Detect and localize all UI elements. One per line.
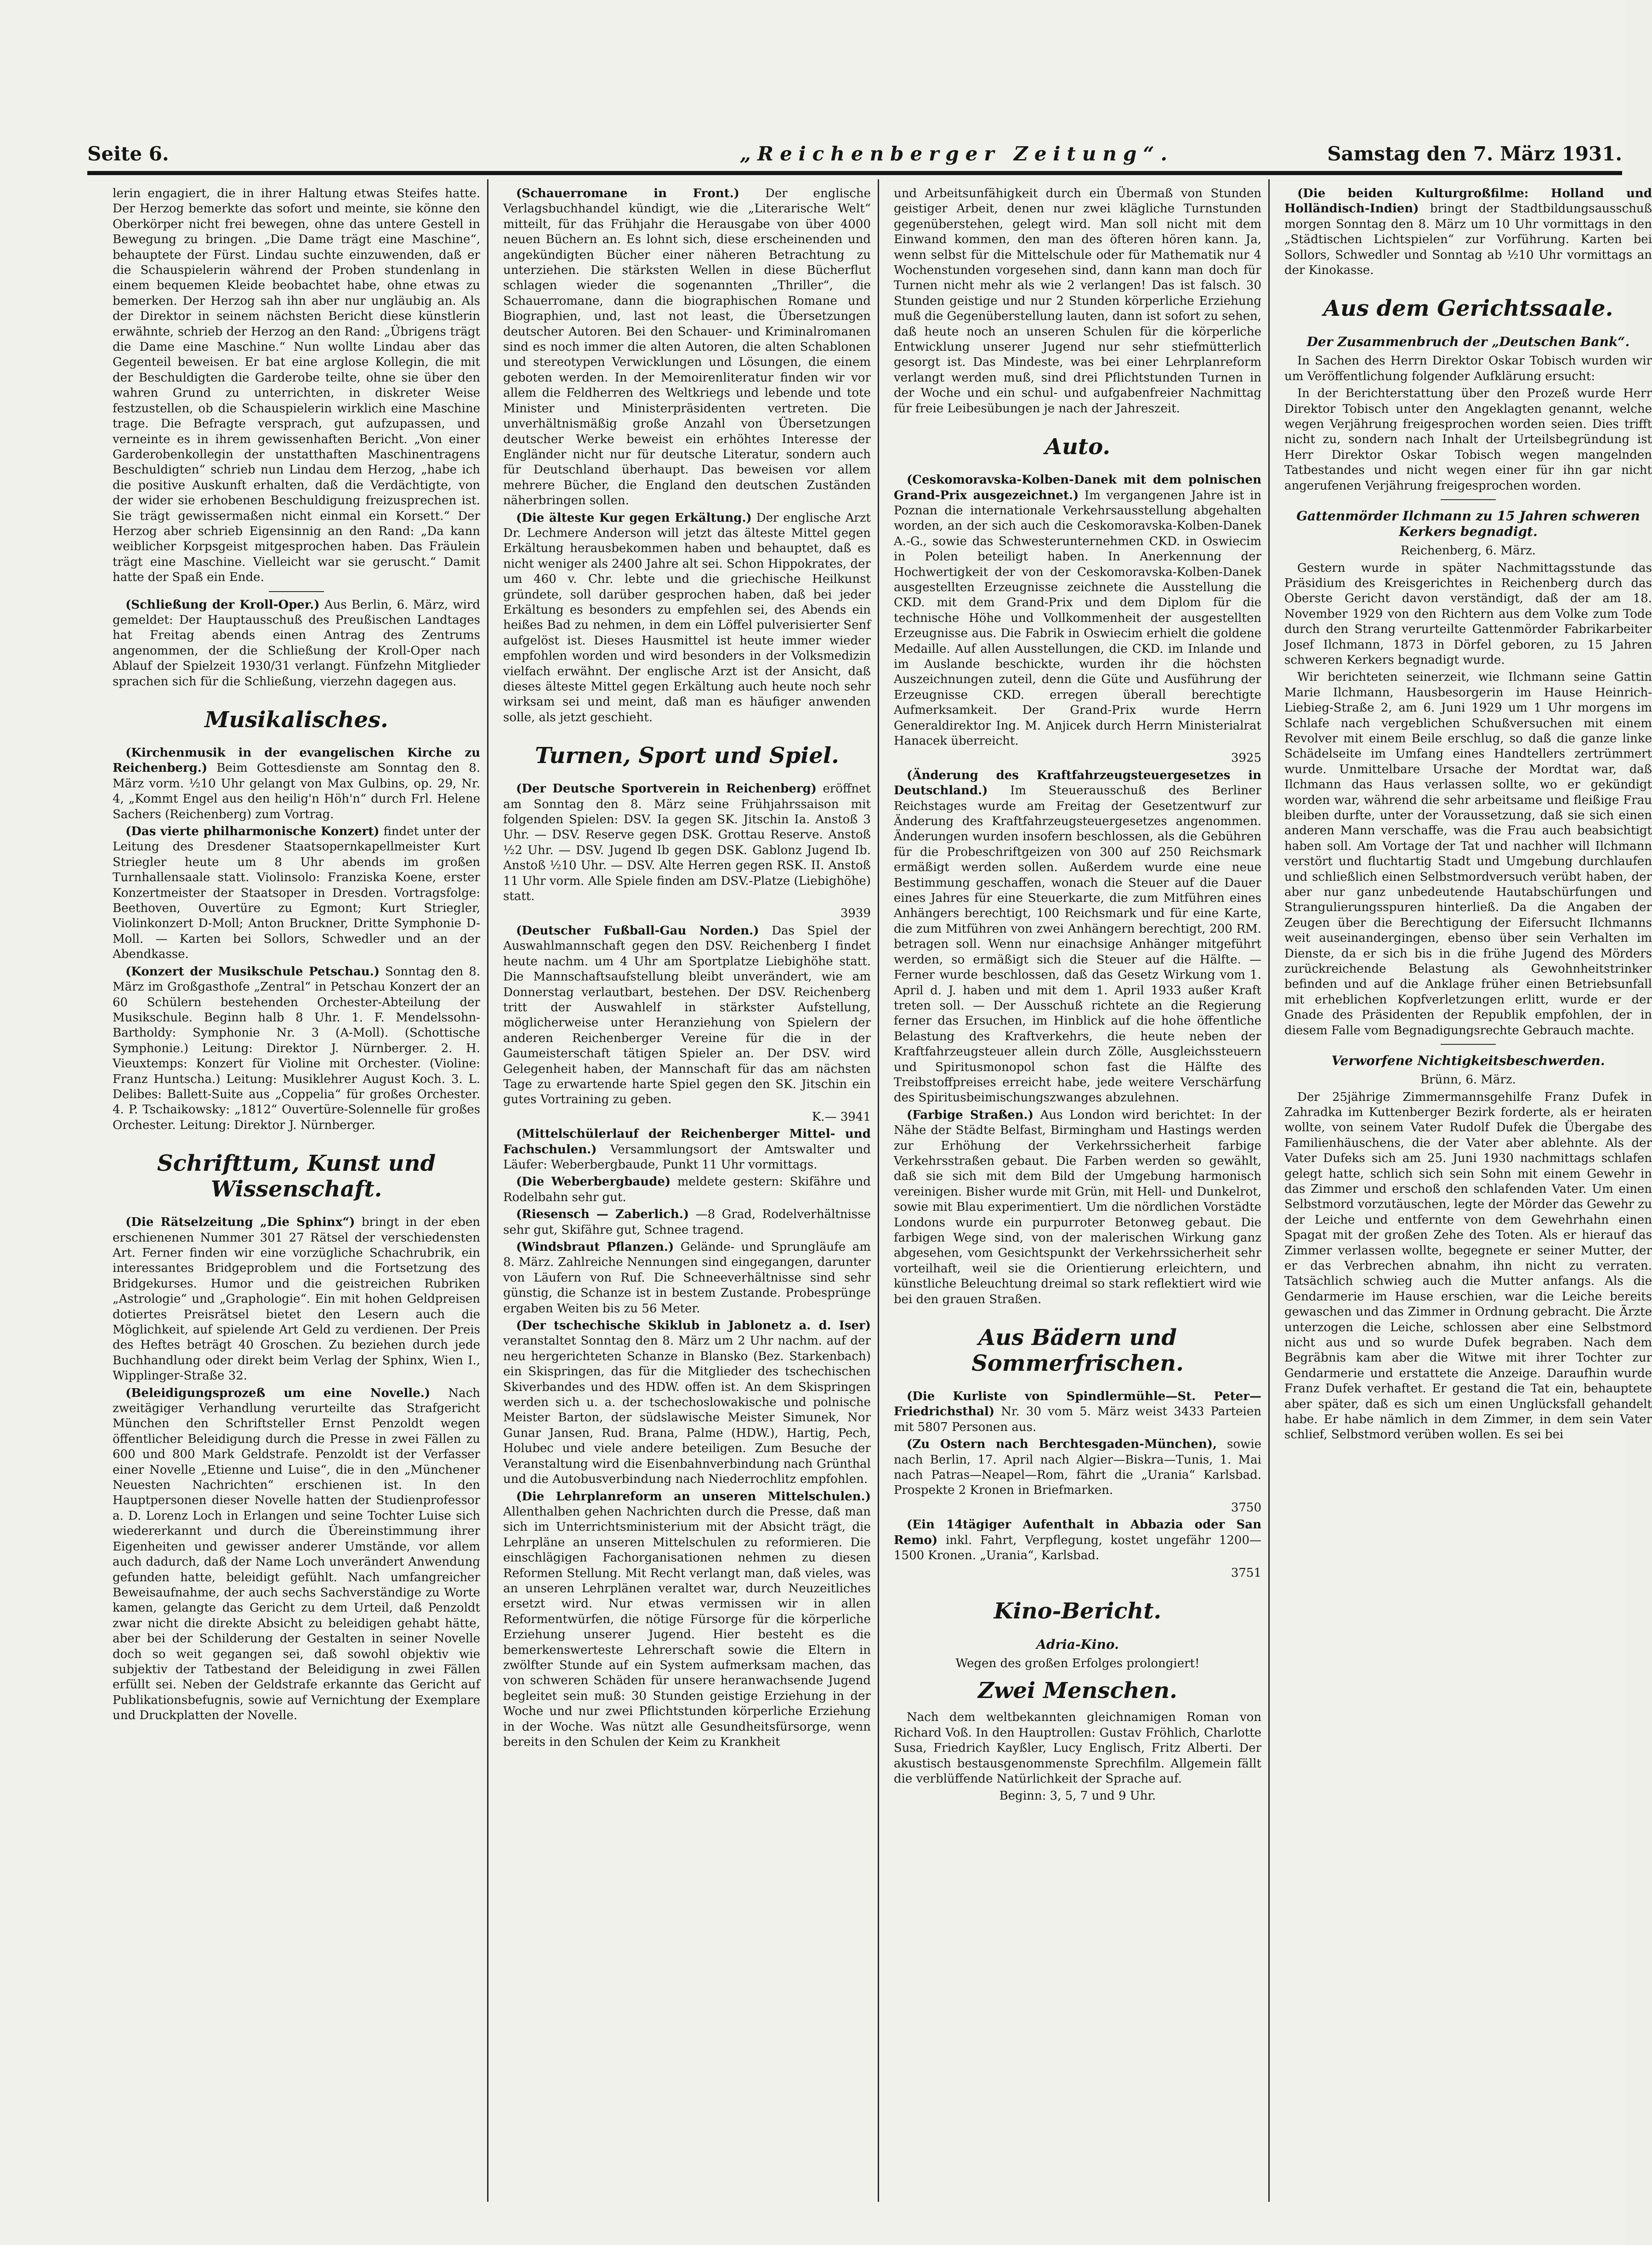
article-ref: 3751 — [1231, 1566, 1261, 1580]
article-text: lerin engagiert, die in ihrer Haltung etwas Steifes hatte. Der Herzog bemerkte das sofort und meinte, sie könne den Oberkörper nicht frei bewegen, ohne das untere Gestell in Bewegung zu bringen. „Die Dame trägt eine Maschine“, behauptete der Fürst. Lindau suchte einzuwenden, daß er die Schauspielerin während der Proben stundenlang in einem bequemen Kleide beobachtet habe, ohne etwas zu bemerken. Der Herzog sah ihn aber nur ungläubig an. Als der Direktor in seinem nächsten Bericht diese künstlerin erwähnte, schrieb der Herzog an den Rand: „Übrigens trägt die Dame eine Maschine.“ Nun wollte Lindau aber das Gegenteil beweisen. Er bat eine arglose Kollegin, die mit der Beschuldigten die Garderobe teilte, ohne sie über den wahren Grund zu unterrichten, in diskreter Weise festzustellen, ob die Schauspielerin wirklich eine Maschine trage. Die Befragte versprach, gut aufzupassen, und verneinte es in ihrem gewissenhaften Bericht. „Von einer Garderobenkollegin der unstatthaften Maschinentragens Beschuldigten“ schrieb nun Lindau dem Herzog, „habe ich die positive Auskunft erhalten, daß die Verdächtigte, von der wider sie erhobenen Beschuldigung freizusprechen ist. Sie trägt gewissermaßen nicht einmal ein Korsett.“ Der Herzog aber schrieb Eigensinnig an den Rand: „Da kann weiblicher Korpsgeist mitgesprochen haben. Das Fräulein trägt eine Maschine. Vielleicht war sie geruscht.“ Damit hatte der Spaß ein Ende. — [113, 187, 480, 585]
show-times: Beginn: 3, 5, 7 und 9 Uhr. — [999, 1789, 1156, 1803]
film-title: Zwei Menschen. — [978, 1678, 1177, 1704]
article-text: (Windsbraut Pflanzen.) Gelände- und Sprungläufe am 8. März. Zahlreiche Nennungen sind eingegangen, darunter von Läufern von Ruf. Die Schneeverhältnisse sind sehr günstig, die Schanze ist in bestem Zustande. Probesprünge ergaben Weiten bis zu 56 Meter. — [503, 1240, 871, 1316]
header-rule — [87, 171, 1622, 175]
section-heading: Auto. — [1045, 434, 1111, 460]
article-text: (Die Kurliste von Spindlermühle—St. Peter—Friedrichsthal) Nr. 30 vom 5. März weist 3433 Parteien mit 5807 Personen aus. — [894, 1390, 1261, 1434]
article-ref: 3750 — [1231, 1500, 1261, 1515]
section-heading: Musikalisches. — [204, 707, 388, 733]
article-text: (Kirchenmusik in der evangelischen Kirche zu Reichenberg.) Beim Gottesdienste am Sonntag den 8. März vorm. ½10 Uhr gelangt von Max Gulbins, op. 29, Nr. 4, „Kommt Engel aus den heilig'n Höh'n“ durch Frl. Helene Sachers (Reichenberg) zum Vortrag. — [113, 746, 480, 821]
section-heading: Schrifttum, Kunst und Wissenschaft. — [157, 1151, 436, 1202]
article-text: (Die Weberbergbaude) meldete gestern: Skifähre und Rodelbahn sehr gut. — [503, 1175, 871, 1204]
article-text: (Zu Ostern nach Berchtesgaden-München), sowie nach Berlin, 17. April nach Algier—Biskra—Tunis, 1. Mai nach Patras—Neapel—Rom, fährt die „Urania“ Karlsbad. Prospekte 2 Kronen in Briefmarken. — [894, 1437, 1261, 1498]
article-ref: K.— 3941 — [812, 1110, 871, 1124]
article-text: (Die älteste Kur gegen Erkältung.) Der englische Arzt Dr. Lechmere Anderson will jetzt das älteste Mittel gegen Erkältung herausbekommen haben und behauptet, daß es nicht weniger als 2400 Jahre alt sei. Schon Hippokrates, der um 460 v. Chr. lebte und die griechische Heilkunst gründete, soll darüber gesprochen haben, daß bei jeder Erkältung es besonders zu empfehlen sei, des Abends ein heißes Bad zu nehmen, in dem ein Löffel pulverisierter Senf aufgelöst ist. Dieses Hausmittel ist heute immer wieder empfohlen worden und wird besonders in der Volksmedizin vielfach erwähnt. Der englische Arzt ist der Ansicht, daß dieses älteste Mittel gegen Erkältung auch heute noch sehr wirksam sei und meint, daß man es häufiger anwenden solle, als jetzt geschieht. — [503, 511, 871, 724]
article-text: (Der tschechische Skiklub in Jablonetz a. d. Iser) veranstaltet Sonntag den 8. März um 2 Uhr nachm. auf der neu hergerichteten Schanze in Blansko (Bez. Starkenbach) ein Skispringen, das für die Mitglieder des tschechischen Skiverbandes und des HDW. offen ist. An dem Skispringen werden sich u. a. der tschechoslowakische und polnische Meister Barton, der südslawische Meister Simunek, Nor Gunar Jansen, Rud. Brana, Palme (HDW.), Hartig, Pech, Holubec und viele andere beteiligen. Zum Besuche der Veranstaltung wird die Eisenbahnverbindung nach Grünthal und die Autobusverbindung nach Niederrochlitz empfohlen. — [503, 1319, 871, 1487]
separator — [1441, 1044, 1496, 1045]
article-heading: Verworfene Nichtigkeitsbeschwerden. — [1331, 1053, 1605, 1069]
article-text: In Sachen des Herrn Direktor Oskar Tobisch wurden wir um Veröffentlichung folgender Aufklärung ersucht: — [1284, 354, 1652, 383]
article-text: (Farbige Straßen.) Aus London wird berichtet: In der Nähe der Städte Belfast, Birmingham und Hastings werden zur Erhöhung der Verkehrssicherheit farbige Verkehrsstraßen gebaut. Die Farben werden so gewählt, daß sie sich mit dem Bild der Umgebung harmonisch vereinigen. Bisher wurde mit Grün, mit Hell- und Dunkelrot, sowie mit Blau experimentiert. Um die nördlichen Vorstädte Londons wurde ein purpurroter Betonweg gebaut. Die farbigen Wege sind, von der malerischen Wirkung ganz abgesehen, vom Gesichtspunkt der Verkehrssicherheit sehr vorteilhaft, weil sie die Orientierung erleichtern, und künstliche Beleuchtung dreimal so stark reflektiert wird wie bei den grauen Straßen. — [894, 1108, 1261, 1306]
article-text: (Der Deutsche Sportverein in Reichenberg) eröffnet am Sonntag den 8. März seine Frühjahrssaison mit folgenden Spielen: DSV. Ia gegen SK. Jitschin Ia. Anstoß 3 Uhr. — DSV. Reserve gegen DSK. Grottau Reserve. Anstoß ½2 Uhr. — DSV. Jugend Ib gegen DSK. Gablonz Jugend Ib. Anstoß ½10 Uhr. — DSV. Alte Herren gegen RSK. II. Anstoß 11 Uhr vorm. Alle Spiele finden am DSV.-Platze (Liebighöhe) statt. — [503, 782, 871, 904]
section-heading: Aus dem Gerichtssaale. — [1323, 296, 1613, 322]
section-heading: Turnen, Sport und Spiel. — [535, 743, 839, 769]
separator — [1441, 499, 1496, 500]
column-divider — [1268, 179, 1270, 2202]
section-heading: Aus Bädern und Sommerfrischen. — [971, 1325, 1184, 1377]
page-header — [87, 138, 1627, 170]
article-text: (Die beiden Kulturgroßfilme: Holland und Holländisch-Indien) bringt der Stadtbildungsausschuß morgen Sonntag den 8. März um 10 Uhr vormittags in den „Städtischen Lichtspielen“ zur Vorführung. Karten bei Sollors, Schwedler und Sonntag ab ½10 Uhr vormittags an der Kinokasse. — [1284, 187, 1652, 278]
article-text: und Arbeitsunfähigkeit durch ein Übermaß von Stunden geistiger Arbeit, denen nur zwei klägliche Turnstunden gegenüberstehen, gelegt wird. Man soll nicht mit dem Einwand kommen, den man des öfteren hören kann. Ja, wenn selbst für die Mittelschule oder für Mathematik nur 4 Wochenstunden vorgesehen sind, dann kann man doch für Turnen nicht mehr als wie 2 verlangen! Das ist falsch. 30 Stunden geistige und nur 2 Stunden körperliche Erziehung muß die Gegenüberstellung lauten, dann ist sofort zu sehen, daß heute noch an unseren Schulen für die körperliche Entwicklung unserer Jugend nur sehr stiefmütterlich gesorgt ist. Das Mindeste, was bei einer Lehrplanreform verlangt werden muß, sind drei Pflichtstunden Turnen in der Woche und ein schul- und aufgabenfreier Nachmittag für freie Leibesübungen je nach der Jahreszeit. — [894, 187, 1261, 416]
article-text: Gestern wurde in später Nachmittagsstunde das Präsidium des Kreisgerichtes in Reichenberg durch das Oberste Gericht davon verständigt, daß der am 18. November 1929 von den Richtern aus dem Volke zum Tode durch den Strang verurteilte Gattenmörder Fabrikarbeiter Josef Ilchmann, 1873 in Dörfel geboren, zu 15 Jahren schweren Kerkers begnadigt wurde. — [1284, 561, 1652, 667]
article-text: (Riesensch — Zaberlich.) —8 Grad, Rodelverhältnisse sehr gut, Skifähre gut, Schnee tragend. — [503, 1208, 871, 1237]
column-2 — [503, 186, 871, 2177]
article-heading: Gattenmörder Ilchmann zu 15 Jahren schweren Kerkers begnadigt. — [1296, 508, 1640, 540]
article-text: (Das vierte philharmonische Konzert) findet unter der Leitung des Dresdener Staatsopernkapellmeister Kurt Striegler heute um 8 Uhr abends im großen Turnhallensaale statt. Violinsolo: Franziska Koene, erster Konzertmeister der Staatsoper in Dresden. Vortragsfolge: Beethoven, Ouvertüre zu Egmont; Kurt Striegler, Violinkonzert D-Moll; Anton Bruckner, Dritte Symphonie D-Moll. — Karten bei Sollors, Schwedler und an der Abendkasse. — [113, 825, 481, 962]
article-text: Der 25jährige Zimmermannsgehilfe Franz Dufek in Zahradka im Kuttenberger Bezirk forderte, als er heiraten wollte, von seinem Vater Rudolf Dufek die Übergabe des Familienhäuschens, die der Vater aber ablehnte. Als der Vater Dufeks sich am 25. Juni 1930 nachmittags schlafen gelegt hatte, schlich sich sein Sohn mit einem Gewehr in das Zimmer und erschoß den schlafenden Vater. Um einen Selbstmord vorzutäuschen, legte der Mörder das Gewehr zu der Leiche und entfernte von dem Gewehrhahn einen Spagat mit der großen Zehe des Toten. Als er hierauf das Zimmer verlassen wollte, begegnete er seiner Mutter, der er das Verbrechen abnahm, ihn nicht zu verraten. Tatsächlich schwieg auch die Mutter anfangs. Als die Gendarmerie im Hause erschien, war die Leiche bereits gewaschen und das Zimmer in Ordnung gebracht. Die Ärzte unterzogen die Leiche, schlossen aber eine Selbstmord nicht aus und so wurde Dufek begraben. Nach dem Begräbnis kam aber die Witwe mit ihrer Tochter zur Gendarmerie und erstattete die Anzeige. Daraufhin wurde Franz Dufek verhaftet. Er gestand die Tat ein, behauptete aber später, daß es sich um einen Unglücksfall gehandelt habe. Er habe nämlich in dem Zimmer, in dem sein Vater schlief, Selbstmord verüben wollen. Es sei bei — [1284, 1090, 1652, 1442]
newspaper-title: „Reichenberger Zeitung“. — [740, 142, 1174, 165]
dateline: Reichenberg, 6. März. — [1401, 544, 1536, 558]
article-text: (Änderung des Kraftfahrzeugsteuergesetzes in Deutschland.) Im Steuerausschuß des Berliner Reichstages wurde am Freitag der Gesetzentwurf zur Änderung des Kraftfahrzeugsteuergesetzes angenommen. Änderungen wurden insofern beschlossen, als die Gebühren für die Probeschriftgeizen von 300 auf 250 Reichsmark ermäßigt werden sollen. Außerdem wurde eine neue Bestimmung geschaffen, wonach die Steuer auf die Dauer eines Jahres für eine Steuerkarte, die zum Mitführen eines Anhängers berechtigt, 100 Reichsmark und für eine Karte, die zum Mitführen von zwei Anhängern berechtigt, 200 RM. betragen soll. Wenn nur einachsige Anhänger mitgeführt werden, so ermäßigt sich die Steuer auf die Hälfte. — Ferner wurde beschlossen, daß das Gesetz Wirkung vom 1. April d. J. haben und mit dem 1. April 1933 außer Kraft treten soll. — Der Ausschuß richtete an die Regierung ferner das Ersuchen, im Hinblick auf die hohe öffentliche Belastung des Kraftverkehrs, die heute neben der Kraftfahrzeugsteuer allein durch Zölle, Ausgleichssteuern und Spiritusmonopol schon fast die Hälfte des Treibstoffpreises erreicht habe, jede weitere Verschärfung des Spiritusbeimischungszwanges abzulehnen. — [894, 768, 1261, 1105]
article-text: (Deutscher Fußball-Gau Norden.) Das Spiel der Auswahlmannschaft gegen den DSV. Reichenberg I findet heute nachm. um 4 Uhr am Sportplatze Liebighöhe statt. Die Mannschaftsaufstellung bleibt unverändert, wie am Donnerstag verlautbart, bestehen. Der DSV. Reichenberg tritt der Auswahlelf in stärkster Aufstellung, möglicherweise unter Heranziehung von Spielern der anderen Reichenberger Vereine für die in der Gaumeisterschaft tätigen Spieler an. Der DSV. wird Gelegenheit haben, der Mannschaft für das am nächsten Tage zu erwartende harte Spiel gegen den SK. Jitschin ein gutes Vortraining zu geben. — [503, 923, 871, 1107]
article-heading: Der Zusammenbruch der „Deutschen Bank“. — [1306, 334, 1630, 350]
column-divider — [487, 179, 488, 2202]
article-ref: 3939 — [840, 906, 871, 921]
page-number: Seite 6. — [87, 142, 169, 165]
cinema-note: Wegen des großen Erfolges prolongiert! — [955, 1656, 1200, 1670]
article-text: (Ein 14tägiger Aufenthalt in Abbazia oder San Remo) inkl. Fahrt, Verpflegung, kostet ungefähr 1200—1500 Kronen. „Urania“, Karlsbad. — [894, 1518, 1261, 1563]
article-text: (Konzert der Musikschule Petschau.) Sonntag den 8. März im Großgasthofe „Zentral“ in Petschau Konzert der an 60 Schülern bestehenden Orchester-Abteilung der Musikschule. Beginn halb 8 Uhr. 1. F. Mendelssohn-Bartholdy: Symphonie Nr. 3 (A-Moll). (Schottische Symphonie.) Leitung: Direktor J. Nürnberger. 2. H. Vieuxtemps: Konzert für Violine mit Orchester. (Violine: Franz Huntscha.) Leitung: Musiklehrer August Koch. 3. L. Delibes: Ballett-Suite aus „Coppelia“ für großes Orchester. 4. P. Tschaikowsky: „1812“ Ouvertüre-Solennelle für großes Orchester. Leitung: Direktor J. Nürnberger. — [113, 964, 480, 1132]
article-text: (Beleidigungsprozeß um eine Novelle.) Nach zweitägiger Verhandlung verurteilte das Strafgericht München den Schriftsteller Ernst Penzoldt wegen öffentlicher Beleidigung durch die Presse in zwei Fällen zu 600 und 800 Mark Geldstrafe. Penzoldt ist der Verfasser einer Novelle „Etienne und Luise“, die in den „Münchener Neuesten Nachrichten“ erschienen ist. In den Hauptpersonen dieser Novelle hatten der Studienprofessor a. D. Lorenz Loch in Erlangen und seine Tochter Luise sich wiedererkannt und durch die Übereinstimmung ihrer Eigenheiten und gewisser anderer Umstände, vor allem auch dadurch, daß der Name Loch unverändert Anwendung gefunden hatte, beleidigt gefühlt. Nach umfangreicher Beweisaufnahme, der auch sechs Sachverständige zu Worte kamen, gelangte das Gericht zu dem Urteil, daß Penzoldt zwar nicht die direkte Absicht zu beleidigen gehabt hätte, aber bei der Schilderung der Gestalten in seiner Novelle doch so weit gegangen sei, daß sowohl objektiv wie subjektiv der Tatbestand der Beleidigung in zwei Fällen erfüllt sei. Neben der Geldstrafe erkannte das Gericht auf Publikationsbefugnis, sowie auf Vernichtung der Exemplare und Druckplatten der Novelle. — [113, 1386, 480, 1723]
article-text: (Schauerromane in Front.) Der englische Verlagsbuchhandel kündigt, wie die „Literarische Welt“ mitteilt, für das Frühjahr die Herausgabe von über 4000 neuen Büchern an. Es lohnt sich, diese erscheinenden und angekündigten Bücher einer näheren Betrachtung zu unterziehen. Die stärksten Wellen in diese Bücherflut schlagen wieder die sogenannten „Thriller“, die Schauerromane, dann die biographischen Romane und Biographien, und, last not least, die Übersetzungen deutscher Autoren. Bei den Schauer- und Kriminalromanen sind es noch immer die alten Autoren, die alten Schablonen und stereotypen Verwicklungen und Lösungen, die einem geboten werden. In der Memoirenliteratur finden wir vor allem die Feldherren des Weltkriegs und lebende und tote Minister und Ministerpräsidenten vertreten. Die unverhältnismäßig große Anzahl von Übersetzungen deutscher Werke beweist ein erhöhtes Interesse der Engländer nicht nur für deutsche Literatur, sondern auch für Deutschland überhaupt. Das beweisen vor allem mehrere Bücher, die England den deutschen Zuständen näherbringen sollen. — [503, 187, 871, 508]
dateline: Brünn, 6. März. — [1420, 1073, 1516, 1087]
article-ref: 3925 — [1231, 751, 1261, 765]
article-text: (Ceskomoravska-Kolben-Danek mit dem polnischen Grand-Prix ausgezeichnet.) Im vergangenen Jahre ist in Poznan die internationale Verkehrsausstellung abgehalten worden, an der sich auch die Ceskomoravska-Kolben-Danek A.-G., sowie das Schwesterunternehmen CKD. in Oswiecim in Polen beteiligt haben. In Anerkennung der Hochwertigkeit der von der Ceskomoravska-Kolben-Danek ausgestellten Erzeugnisse zeichnete die Ausstellung die CKD. mit dem Grand-Prix und dem Diplom für die technische Höhe und Vollkommenheit der ausgestellten Erzeugnisse aus. Die Fabrik in Oswiecim erhielt die goldene Medaille. Auf allen Ausstellungen, die CKD. im Inlande und im Auslande beschickte, wurden ihr die höchsten Auszeichnungen zuteil, denn die Güte und Ausführung der Erzeugnisse CKD. erregen überall berechtigte Aufmerksamkeit. Der Grand-Prix wurde Herrn Generaldirektor Ing. M. Anjicek durch Herrn Ministerialrat Hanacek überreicht. — [894, 473, 1262, 748]
article-text: (Mittelschülerlauf der Reichenberger Mittel- und Fachschulen.) Versammlungsort der Amtswalter und Läufer: Weberbergbaude, Punkt 11 Uhr vormittags. — [503, 1127, 871, 1172]
article-text: In der Berichterstattung über den Prozeß wurde Herr Direktor Tobisch unter den Angeklagten genannt, welche wegen Verjährung freigesprochen worden seien. Dies trifft nicht zu, sondern nach Inhalt der Urteilsbegründung ist Herr Direktor Oskar Tobisch wegen mangelnden Tatbestandes und nicht wegen einer für ihn gar nicht angerufenen Verjährung freigesprochen worden. — [1284, 387, 1652, 493]
article-text: (Die Rätselzeitung „Die Sphinx“) bringt in der eben erschienenen Nummer 301 27 Rätsel der verschiedensten Art. Ferner finden wir eine vorzügliche Schachrubrik, ein interessantes Bridgeproblem und die Fortsetzung des Bridgekurses. Humor und die geistreichen Rubriken „Astrologie“ und „Graphologie“. Ein mit hohen Geldpreisen dotiertes Preisrätsel bietet den Lesern auch die Möglichkeit, auf spielende Art Geld zu verdienen. Der Preis des Heftes beträgt 40 Groschen. Zu beziehen durch jede Buchhandlung oder direkt beim Verlag der Sphinx, Wien I., Wipplinger-Straße 32. — [113, 1215, 480, 1383]
section-heading: Kino-Bericht. — [993, 1598, 1162, 1624]
article-text: Nach dem weltbekannten gleichnamigen Roman von Richard Voß. In den Hauptrollen: Gustav Fröhlich, Charlotte Susa, Friedrich Kayßler, Lucy Englisch, Fritz Alberti. Der akustisch bestausgenommenste Sprechfilm. Allgemein fällt die verblüffende Natürlichkeit der Sprache auf. — [894, 1710, 1261, 1786]
cinema-name: Adria-Kino. — [1036, 1636, 1119, 1652]
column-3 — [894, 186, 1261, 2131]
article-text: (Die Lehrplanreform an unseren Mittelschulen.) Allenthalben gehen Nachrichten durch die Presse, daß man sich im Unterrichtsministerium mit der Absicht trägt, die Lehrpläne an unseren Mittelschulen zu reformieren. Die einschlägigen Fachorganisationen nehmen zu diesen Reformen Stellung. Mit Recht verlangt man, daß vieles, was an unseren Lehrplänen veraltet war, durch Neuzeitliches ersetzt wird. Nur etwas vermissen wir in allen Reformentwürfen, die nötige Fürsorge für die körperliche Erziehung unserer Jugend. Hier besteht es die bemerkenswerteste Lehrerschaft sowie die Eltern in zwölfter Stunde auf ein System aufmerksam machen, das von schweren Schäden für unsere heranwachsende Jugend begleitet sein muß: 30 Stunden geistige Erziehung in der Woche und nur zwei Pflichtstunden körperliche Erziehung in der Woche. Was nützt alle Gesundheitsfürsorge, wenn bereits in den Schulen der Keim zu Krankheit — [503, 1489, 871, 1749]
issue-date: Samstag den 7. März 1931. — [1327, 142, 1622, 165]
column-4 — [1284, 186, 1652, 2177]
article-text: Wir berichteten seinerzeit, wie Ilchmann seine Gattin Marie Ilchmann, Hausbesorgerin im Hause Heinrich-Liebieg-Straße 2, am 6. Juni 1929 um 1 Uhr morgens im Schlafe nach vergeblichen Schußversuchen mit einem Revolver mit einem Beile erschlug, so daß die ganze linke Schädelseite im Umfang eines Handtellers zertrümmert wurde. Unmittelbare Ursache der Mordtat war, daß Ilchmann das Haus verlassen sollte, wo er gekündigt worden war, während die sehr arbeitsame und fleißige Frau bleiben durfte, unter der Voraussetzung, daß sie sich einen anderen Mann verschaffe, was die Frau auch beabsichtigt haben soll. Am Vortage der Tat und nachher will Ilchmann verstört und fluchtartig Stadt und Umgebung durchlaufen und schließlich einen Selbstmordversuch verübt haben, der aber nur ganz unbedeutende Hautabschürfungen und Strangulierungsspuren hinterließ. Da die Angaben der Zeugen über die Berechtigung der Eifersucht Ilchmanns weit auseinandergingen, ebenso über sein Verhalten im Dienste, da er sich bis in die frühe Jugend des Mörders zurückreichende Belastung als Gewohnheitstrinker befinden und auf die Anklage früher einen Betriebsunfall mit erheblichen Kopfverletzungen erlitt, wurde er der Gnade des Präsidenten der Republik empfohlen, der in diesem Falle vom Begnadigungsrechte Gebrauch machte. — [1284, 670, 1652, 1037]
article-text: (Schließung der Kroll-Oper.) Aus Berlin, 6. März, wird gemeldet: Der Hauptausschuß des Preußischen Landtages hat Freitag abends einen Antrag des Zentrums angenommen, der die Schließung der Kroll-Oper nach Ablauf der Spielzeit 1930/31 verlangt. Fünfzehn Mitglieder sprachen sich für die Schließung, vierzehn dagegen aus. — [113, 598, 481, 689]
separator — [269, 591, 324, 592]
column-divider — [878, 179, 879, 2202]
column-1 — [113, 186, 480, 2177]
